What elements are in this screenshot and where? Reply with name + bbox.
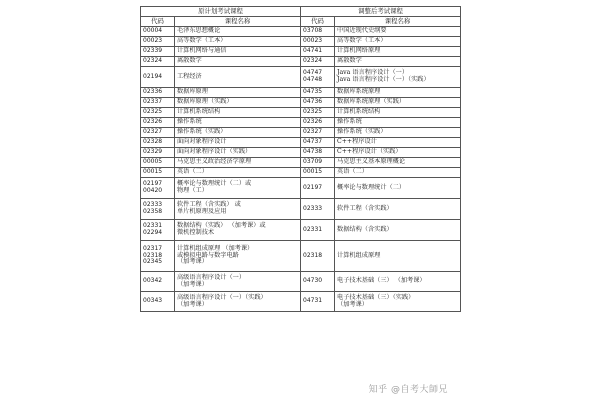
code-line: 00015 <box>303 168 323 176</box>
code-line: 02331 <box>303 225 323 233</box>
name-line: 或模拟电路与数字电路 <box>177 251 239 259</box>
original-course-code <box>141 178 175 199</box>
original-course-code <box>141 272 175 292</box>
original-course-code <box>141 27 175 37</box>
name-line: 软件工程（含实践） 或 <box>177 201 241 209</box>
name-line: 微机控制技术 <box>177 229 215 236</box>
name-line: （加考课） <box>177 300 208 308</box>
code-line: 02337 <box>143 98 163 106</box>
table-row <box>141 57 461 67</box>
table-row <box>141 178 461 199</box>
adjusted-course-code <box>301 37 335 47</box>
column-header-row <box>141 17 461 27</box>
original-plan-header: 原计划考试课程 <box>141 7 301 17</box>
name-line: 马克思主义基本原理概论 <box>337 158 406 166</box>
name-line: 高级语言程序设计（一） <box>177 273 246 281</box>
code-line: 02317 <box>143 244 163 252</box>
code-line: 02318 <box>303 251 323 259</box>
adjusted-course-code <box>301 118 335 128</box>
code-line: 02197 <box>303 183 323 191</box>
original-course-name <box>175 178 301 199</box>
original-course-code <box>141 67 175 88</box>
original-course-name <box>175 220 301 241</box>
table-row <box>141 27 461 37</box>
adjusted-course-name <box>335 57 461 67</box>
adjusted-course-code <box>301 88 335 98</box>
original-course-code <box>141 47 175 57</box>
original-course-code <box>141 158 175 168</box>
name-line: 面向对象程序设计 <box>177 138 227 146</box>
adjusted-course-code <box>301 158 335 168</box>
code-line: 02326 <box>143 118 163 126</box>
original-course-code <box>141 148 175 158</box>
original-course-name <box>175 118 301 128</box>
adjusted-course-code <box>301 292 335 312</box>
adjusted-course-name <box>335 220 461 241</box>
original-course-code <box>141 241 175 272</box>
name-line: 数据库原理（实践） <box>177 98 233 106</box>
name-line: 数据库系统原理（实践） <box>337 98 406 106</box>
adjusted-course-name <box>335 27 461 37</box>
name-line: 工程经济 <box>177 72 202 80</box>
name-line: 物理（工） <box>177 187 208 194</box>
code-line: 04738 <box>303 148 323 156</box>
code-line: 00023 <box>303 37 323 45</box>
original-course-code <box>141 128 175 138</box>
original-course-code <box>141 199 175 220</box>
code-line: 04748 <box>303 76 323 83</box>
table-row <box>141 37 461 47</box>
name-line: （加考课） <box>177 258 208 266</box>
name-line: 操作系统（实践） <box>337 128 387 136</box>
name-line: 英语（二） <box>337 168 368 176</box>
code-line: 02197 <box>143 180 163 188</box>
name-line: 计算机系统结构 <box>177 108 221 116</box>
adjusted-course-code <box>301 168 335 178</box>
adjusted-code-header: 代码 <box>301 17 335 27</box>
original-course-code <box>141 292 175 312</box>
name-line: 英语（二） <box>177 168 208 176</box>
adjusted-course-name <box>335 37 461 47</box>
original-course-name <box>175 128 301 138</box>
original-course-code <box>141 108 175 118</box>
code-line: 04747 <box>303 69 323 77</box>
original-course-name <box>175 272 301 292</box>
table-row <box>141 168 461 178</box>
code-line: 02333 <box>303 204 323 212</box>
table-row <box>141 292 461 312</box>
table-row <box>141 199 461 220</box>
name-line: 高级语言程序设计（一）（实践） <box>177 293 267 301</box>
group-header-row <box>141 7 461 17</box>
code-line: 04737 <box>303 138 323 146</box>
table-row <box>141 108 461 118</box>
code-line: 02294 <box>143 229 163 236</box>
code-line: 02328 <box>143 138 163 146</box>
adjusted-course-name <box>335 168 461 178</box>
code-line: 02326 <box>303 118 323 126</box>
code-line: 00004 <box>143 27 163 35</box>
code-line: 02327 <box>143 128 163 136</box>
name-line: 毛泽东思想概论 <box>177 27 221 35</box>
table-row <box>141 272 461 292</box>
adjusted-course-code <box>301 138 335 148</box>
table-row <box>141 88 461 98</box>
name-line: 马克思主义政治经济学原理 <box>177 158 252 166</box>
adjusted-course-name <box>335 88 461 98</box>
watermark: 知乎 @自考大師兄 <box>368 385 448 395</box>
table-row <box>141 118 461 128</box>
code-line: 02331 <box>143 222 163 230</box>
adjusted-course-code <box>301 272 335 292</box>
table-row <box>141 220 461 241</box>
original-course-name <box>175 27 301 37</box>
adjusted-course-name <box>335 241 461 272</box>
code-line: 02194 <box>143 72 163 80</box>
original-course-name <box>175 199 301 220</box>
name-line: 电子技术基础（三） （加考课） <box>337 277 426 285</box>
name-line: Java 语言程序设计（一）（实践） <box>337 76 430 83</box>
table-body <box>141 7 461 312</box>
code-line: 02327 <box>303 128 323 136</box>
adjusted-course-name <box>335 148 461 158</box>
adjusted-course-code <box>301 98 335 108</box>
code-line: 02345 <box>143 258 163 266</box>
original-course-name <box>175 148 301 158</box>
original-course-name <box>175 158 301 168</box>
table-row <box>141 128 461 138</box>
original-course-name <box>175 292 301 312</box>
adjusted-course-name <box>335 199 461 220</box>
name-line: 操作系统 <box>337 118 362 126</box>
original-course-name <box>175 88 301 98</box>
code-line: 02358 <box>143 208 163 215</box>
code-line: 02329 <box>143 148 163 156</box>
adjusted-course-name <box>335 292 461 312</box>
name-line: 计算机组成原理 <box>337 251 381 259</box>
name-line: C++程序设计 <box>337 138 377 146</box>
adjusted-course-name <box>335 158 461 168</box>
original-name-header: 课程名称 <box>175 17 301 27</box>
adjusted-course-name <box>335 178 461 199</box>
original-course-code <box>141 88 175 98</box>
code-line: 00342 <box>143 277 163 285</box>
adjusted-course-code <box>301 241 335 272</box>
name-line: 概率论与数理统计（二）或 <box>177 180 252 188</box>
name-line: Java 语言程序设计（一） <box>337 69 409 77</box>
name-line: （加考课） <box>177 280 208 288</box>
code-line: 00420 <box>143 187 163 194</box>
adjusted-course-code <box>301 108 335 118</box>
original-course-code <box>141 118 175 128</box>
code-line: 04730 <box>303 277 323 285</box>
name-line: 高等数学（工本） <box>177 37 227 45</box>
name-line: 离散数学 <box>337 57 362 65</box>
adjusted-course-name <box>335 67 461 88</box>
name-line: 计算机网络与通信 <box>177 47 227 55</box>
adjusted-course-name <box>335 98 461 108</box>
name-line: 单片机原理及应用 <box>177 208 227 215</box>
name-line: 概率论与数理统计（二） <box>337 183 406 191</box>
code-line: 04731 <box>303 297 323 305</box>
table-row <box>141 67 461 88</box>
original-course-name <box>175 67 301 88</box>
adjusted-course-name <box>335 138 461 148</box>
adjusted-course-code <box>301 128 335 138</box>
adjusted-plan-header: 调整后考试课程 <box>301 7 461 17</box>
original-code-header: 代码 <box>141 17 175 27</box>
table-row <box>141 98 461 108</box>
name-line: 计算机组成原理 （加考课） <box>177 244 254 252</box>
name-line: 中国近现代史纲要 <box>337 27 387 35</box>
name-line: 数据结构（实践） （加考课）或 <box>177 222 266 230</box>
code-line: 02324 <box>143 57 163 65</box>
name-line: 计算机网络原理 <box>337 47 381 55</box>
adjusted-course-name <box>335 118 461 128</box>
code-line: 00023 <box>143 37 163 45</box>
name-line: 软件工程（含实践） <box>337 204 393 212</box>
code-line: 04736 <box>303 98 323 106</box>
adjusted-course-code <box>301 199 335 220</box>
original-course-code <box>141 37 175 47</box>
original-course-code <box>141 220 175 241</box>
original-course-name <box>175 37 301 47</box>
name-line: （加考课） <box>337 300 368 308</box>
table-row <box>141 241 461 272</box>
code-line: 02336 <box>143 88 163 96</box>
adjusted-course-code <box>301 148 335 158</box>
code-line: 00005 <box>143 158 163 166</box>
code-line: 00015 <box>143 168 163 176</box>
name-line: 高等数学（工本） <box>337 37 387 45</box>
original-course-name <box>175 98 301 108</box>
name-line: 数据库系统原理 <box>337 88 381 96</box>
adjusted-course-code <box>301 220 335 241</box>
code-line: 00343 <box>143 297 163 305</box>
adjusted-course-name <box>335 108 461 118</box>
adjusted-course-code <box>301 47 335 57</box>
original-course-name <box>175 108 301 118</box>
adjusted-course-name <box>335 272 461 292</box>
code-line: 03708 <box>303 27 323 35</box>
adjusted-course-code <box>301 57 335 67</box>
name-line: 电子技术基础（三）（实践） <box>337 293 415 301</box>
code-line: 02325 <box>143 108 163 116</box>
table-row <box>141 138 461 148</box>
code-line: 02333 <box>143 201 163 209</box>
name-line: 操作系统（实践） <box>177 128 227 136</box>
original-course-name <box>175 241 301 272</box>
original-course-name <box>175 168 301 178</box>
original-course-code <box>141 57 175 67</box>
adjusted-course-code <box>301 67 335 88</box>
name-line: 面向对象程序设计（实践） <box>177 148 252 156</box>
name-line: 操作系统 <box>177 118 202 126</box>
original-course-code <box>141 98 175 108</box>
name-line: 离散数学 <box>177 57 202 65</box>
adjusted-course-code <box>301 178 335 199</box>
code-line: 04735 <box>303 88 323 96</box>
code-line: 02339 <box>143 47 163 55</box>
code-line: 03709 <box>303 158 323 166</box>
adjusted-course-name <box>335 128 461 138</box>
code-line: 02325 <box>303 108 323 116</box>
name-line: 计算机系统结构 <box>337 108 381 116</box>
code-line: 02318 <box>143 251 163 259</box>
original-course-code <box>141 168 175 178</box>
adjusted-name-header: 课程名称 <box>335 17 461 27</box>
original-course-name <box>175 138 301 148</box>
name-line: 数据库原理 <box>177 88 208 96</box>
table-row <box>141 148 461 158</box>
table-row <box>141 158 461 168</box>
original-course-name <box>175 57 301 67</box>
name-line: 数据结构（含实践） <box>337 225 393 233</box>
table-row <box>141 47 461 57</box>
adjusted-course-code <box>301 27 335 37</box>
original-course-name <box>175 47 301 57</box>
adjusted-course-name <box>335 47 461 57</box>
code-line: 02324 <box>303 57 323 65</box>
original-course-code <box>141 138 175 148</box>
code-line: 04741 <box>303 47 323 55</box>
name-line: C++程序设计（实践） <box>337 148 402 156</box>
course-adjustment-table <box>140 6 461 312</box>
course-adjustment-table-container <box>140 6 460 312</box>
